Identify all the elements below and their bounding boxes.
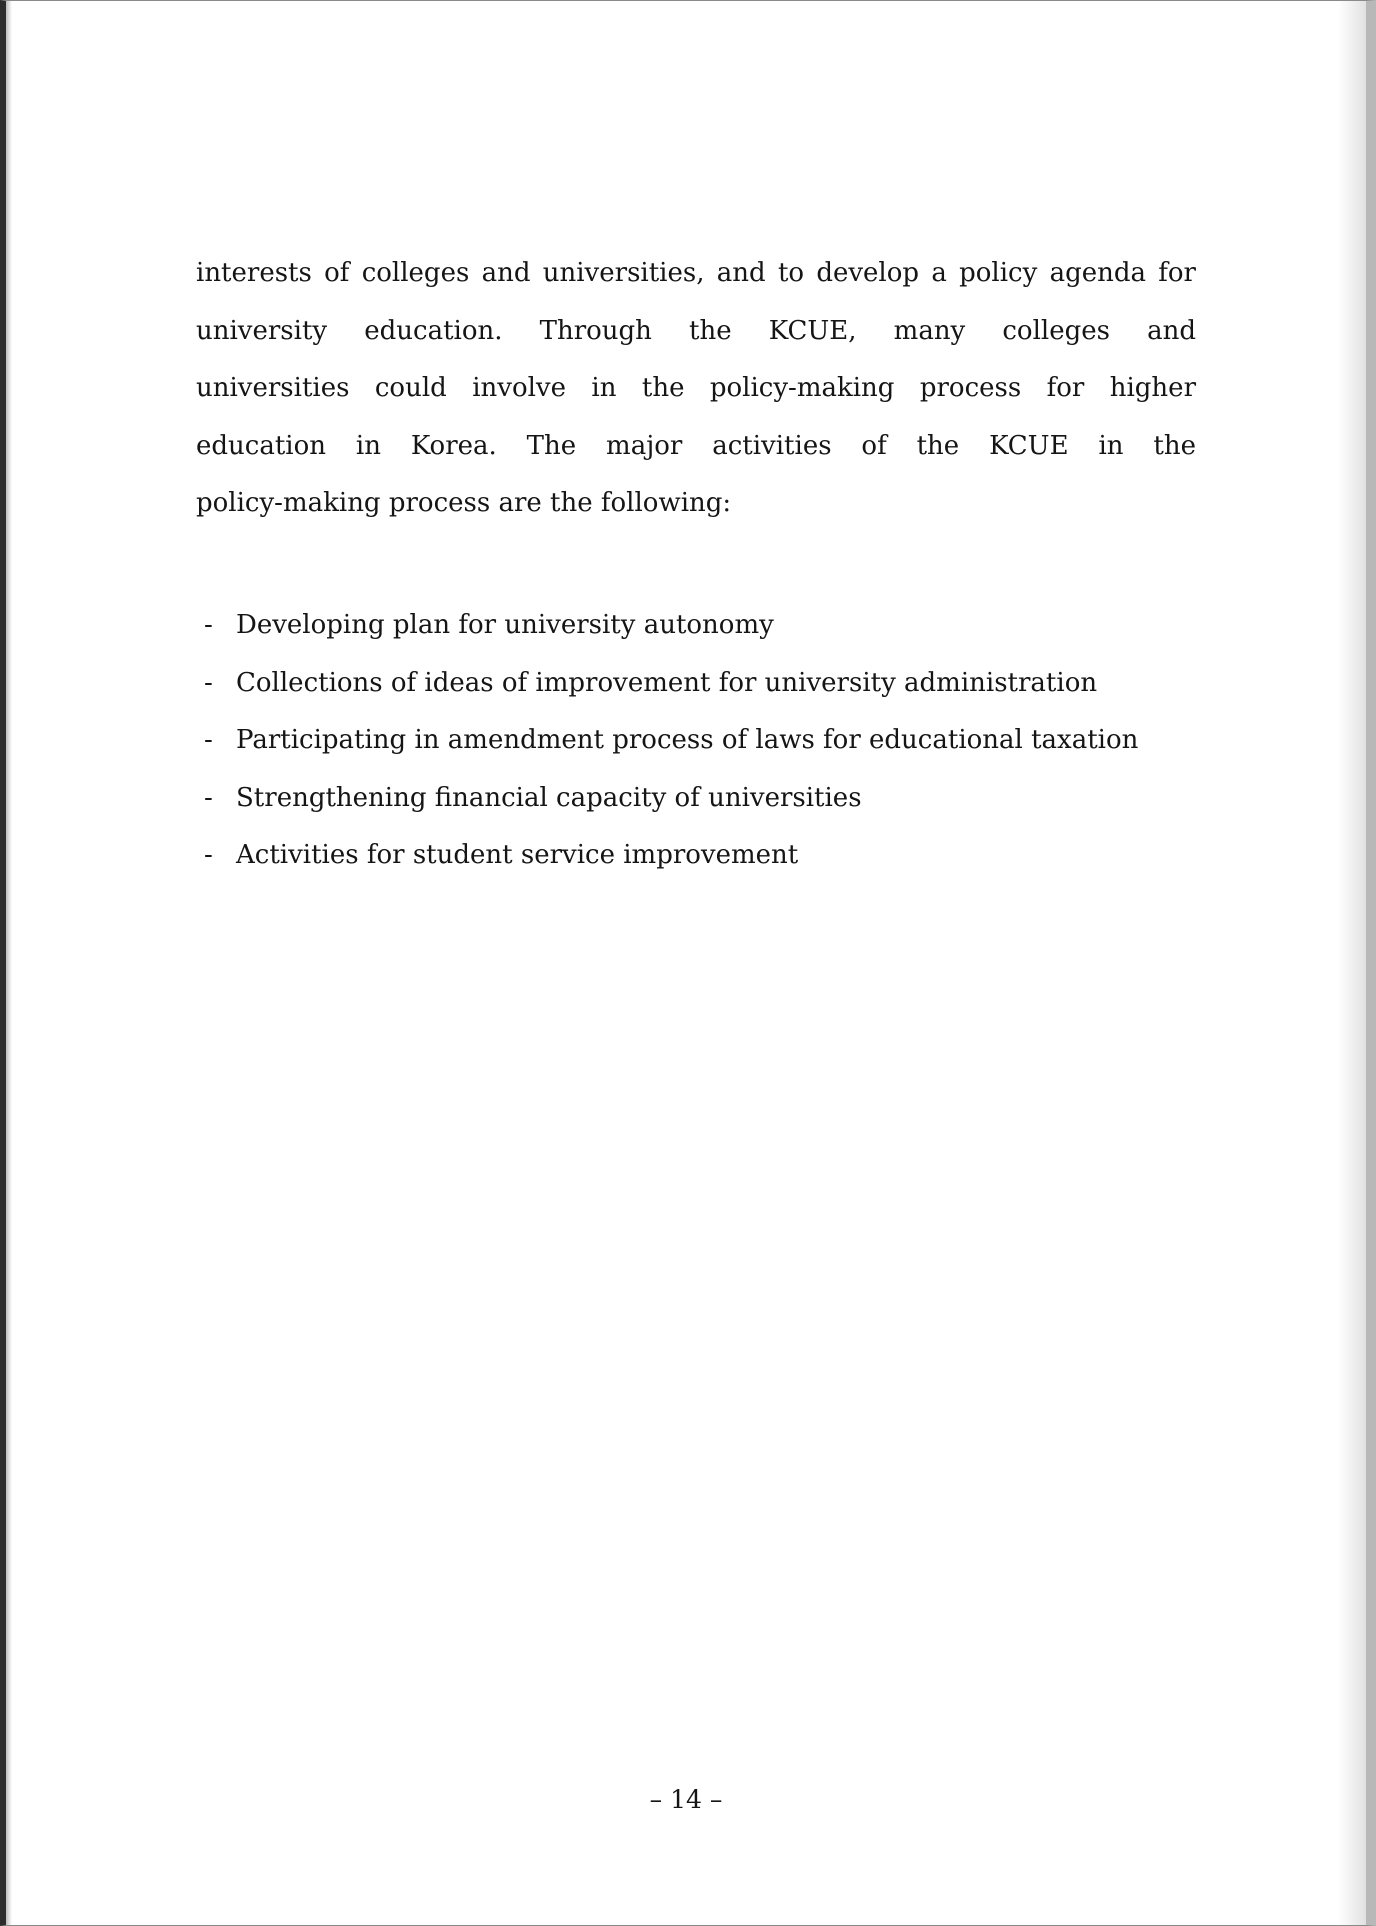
page-number: – 14 – (649, 1785, 723, 1814)
list-item (204, 597, 1204, 655)
bullet-dash: - (204, 667, 213, 698)
paragraph-line-3: universities could involve in the policy-making process for higher (196, 373, 1196, 403)
bullet-dash: - (204, 840, 213, 870)
page-right-edge-shadow (1338, 1, 1366, 1925)
bullet-dash: - (204, 725, 213, 755)
list-item (204, 770, 1204, 828)
list-item (204, 712, 1204, 770)
list-item-text: Collections of ideas of improvement for university administration (236, 667, 1098, 698)
list-item (204, 827, 1204, 885)
list-item-text: Developing plan for university autonomy (236, 610, 774, 640)
list-item-text: Activities for student service improvement (236, 840, 799, 870)
paragraph-line-5: policy-making process are the following: (196, 488, 732, 518)
paragraph-line-4: education in Korea. The major activities of the KCUE in the (196, 430, 1196, 461)
paragraph-line-2: university education. Through the KCUE, many colleges and (196, 315, 1196, 346)
list-item (204, 655, 1204, 713)
activities-list (204, 597, 1204, 885)
paragraph-line-1: interests of colleges and universities, and to develop a policy agenda for (196, 258, 1196, 288)
list-item-text: Strengthening financial capacity of universities (236, 782, 862, 813)
body-paragraph (196, 245, 1196, 533)
page-left-edge-shadow (6, 1, 12, 1925)
list-item-text: Participating in amendment process of laws for educational taxation (236, 725, 1139, 755)
bullet-dash: - (204, 610, 213, 640)
bullet-dash: - (204, 782, 213, 813)
